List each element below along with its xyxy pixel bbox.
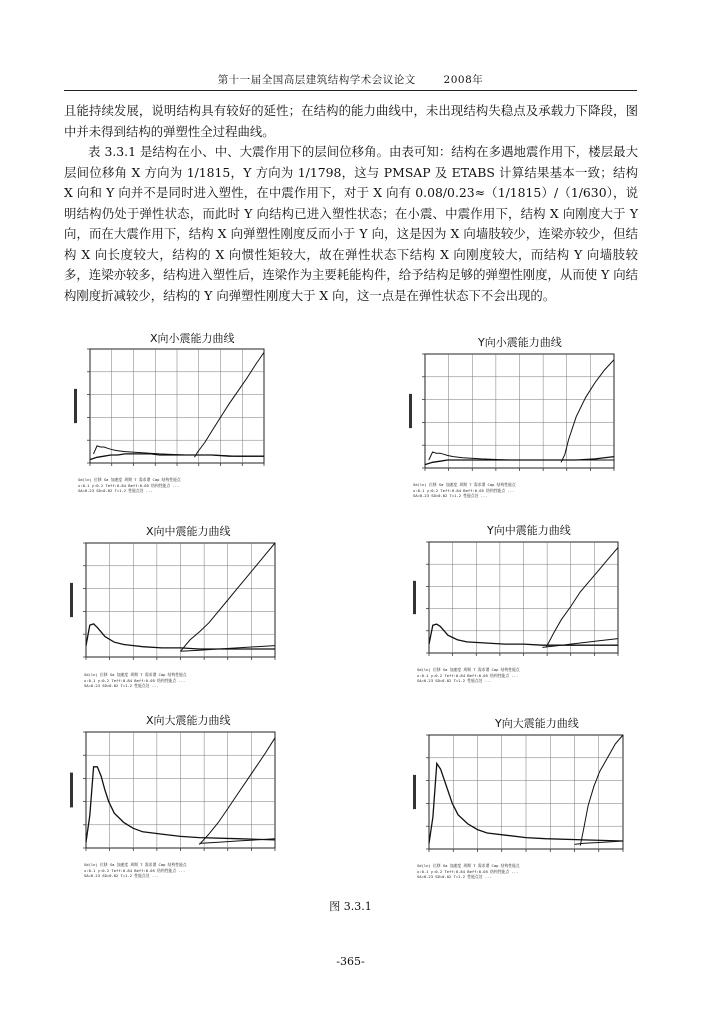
chart-title: Y向中震能力曲线 [487,524,571,537]
caption-line: x:0.1 y:0.2 Teff:0.84 Beff:0.05 结构性能点 ... [84,867,186,873]
series-line [546,548,618,648]
caption-line: SA=0.23 SD=0.02 T=1.2 性能点处 ... [417,874,492,879]
chart-plot [407,538,622,663]
chart-y-large [407,715,632,890]
chart-caption [413,482,618,499]
caption-line: Sd(ln) 位移 Sa 加速度 周期 T 需求谱 Cap 结构性能点 [84,862,187,867]
chart-plot [68,345,268,473]
chart-x-large [64,712,284,887]
chart-caption [417,863,622,880]
caption-line: Sd(ln) 位移 Sa 加速度 周期 T 需求谱 Cap 结构性能点 [413,482,516,487]
chart-title: X向大震能力曲线 [146,714,231,727]
chart-x-medium [64,523,284,693]
series-line [542,639,618,648]
page-number: -365- [336,955,365,968]
chart-title: X向小震能力曲线 [150,332,235,345]
y-axis-label-mark [70,773,73,808]
caption-line: x:0.1 y:0.2 Teff:0.84 Beff:0.05 结构性能点 ... [78,482,180,488]
paragraph: 且能持续发展，说明结构具有较好的延性；在结构的能力曲线中，未出现结构失稳点及承载力下降段，图中并未得到结构的弹塑性全过程曲线。 [64,103,638,139]
caption-line: Sd(ln) 位移 Sa 加速度 周期 T 需求谱 Cap 结构性能点 [84,672,187,677]
chart-title: Y向小震能力曲线 [478,336,562,349]
figure-caption: 图 3.3.1 [329,900,372,913]
caption-line: x:0.1 y:0.2 Teff:0.84 Beff:0.05 结构性能点 ... [413,487,515,493]
chart-caption [84,862,274,879]
chart-plot [64,728,279,858]
chart-title: X向中震能力曲线 [146,525,231,538]
y-axis-label-mark [70,583,73,617]
chart-caption [417,667,622,684]
y-axis-label-mark [413,581,416,614]
running-header [64,72,637,91]
chart-plot [64,539,279,667]
caption-line: SA=0.23 SD=0.02 T=1.2 性能点处 ... [84,683,159,688]
paragraph: 表 3.3.1 是结构在小、中、大震作用下的层间位移角。由表可知：结构在多遇地震作用下，楼层最大层间位移角 X 方向为 1/1815，Y 方向为 1/1798，这与 PMSAP 及 ETABS 计算结果基本一致；结构 X 向和 Y 向并不是同时进入塑性，在中震作用下，对于 X 向有 0.08/0.23≈（1/1815）/（1/630），说明结构仍处于弹性状态，而此时 Y 向结构已进入塑性状态；在小震、中震作用下，结构 X 向刚度大于 Y 向，而在大震作用下，结构 X 向弹塑性刚度反而小于 Y 向，这是因为 X 向墙肢较少，连梁亦较少，但结构 X 向长度较大，结构的 X 向惯性矩较大，故在弹性状态下结构 X 向刚度较大，而结构 Y 向墙肢较多，连梁亦较多，结构进入塑性后，连梁作为主要耗能构件，给予结构足够的弹塑性刚度，从而使 Y 向结构刚度折减较少，结构的 Y 向弹塑性刚度大于 X 向，这一点是在弹性状态下不会出现的。 [64,144,638,303]
header-year: 2008年 [443,74,484,86]
caption-line: x:0.1 y:0.2 Teff:0.84 Beff:0.05 结构性能点 ... [84,677,186,683]
caption-line: SA=0.23 SD=0.02 T=1.2 性能点处 ... [417,678,492,683]
caption-line: SA=0.23 SD=0.02 T=1.2 性能点处 ... [78,488,153,493]
y-axis-label-mark [74,389,77,423]
caption-line: SA=0.23 SD=0.02 T=1.2 性能点处 ... [84,873,159,878]
series-line [199,738,275,845]
series-line [194,352,264,457]
chart-y-small [403,334,628,519]
y-axis-label-mark [409,394,412,428]
caption-line: Sd(ln) 位移 Sa 加速度 周期 T 需求谱 Cap 结构性能点 [78,477,181,482]
caption-line: SA=0.23 SD=0.02 T=1.2 性能点处 ... [413,493,488,498]
chart-caption [78,477,268,494]
series-line [580,735,623,846]
caption-line: Sd(ln) 位移 Sa 加速度 周期 T 需求谱 Cap 结构性能点 [417,667,520,672]
chart-plot [407,731,627,859]
series-line [199,839,275,844]
body-text [64,101,638,306]
caption-line: x:0.1 y:0.2 Teff:0.84 Beff:0.05 结构性能点 ... [417,868,519,874]
header-title: 第十一届全国高层建筑结构学术会议论文 [217,74,416,86]
chart-title: Y向大震能力曲线 [495,717,579,730]
series-line [561,360,614,463]
caption-line: Sd(ln) 位移 Sa 加速度 周期 T 需求谱 Cap 结构性能点 [417,863,520,868]
caption-line: x:0.1 y:0.2 Teff:0.84 Beff:0.05 结构性能点 ... [417,672,519,678]
chart-plot [403,350,618,478]
chart-caption [84,672,274,689]
y-axis-label-mark [413,775,416,809]
chart-x-small [68,330,278,515]
chart-y-medium [407,522,632,692]
